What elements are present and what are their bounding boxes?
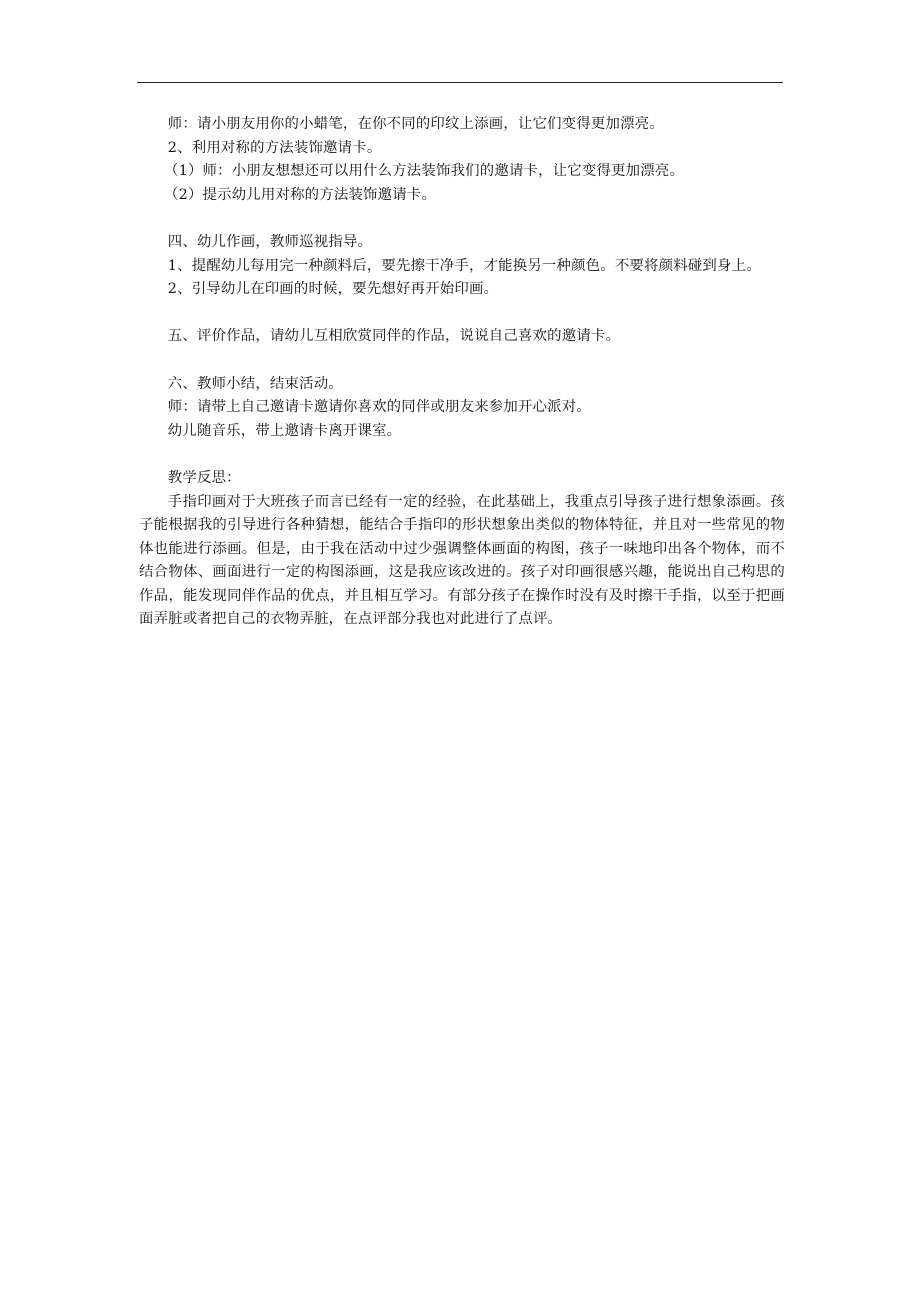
reflection-heading: 教学反思：	[167, 469, 241, 486]
paragraph-teacher-crayon: 师：请小朋友用你的小蜡笔，在你不同的印纹上添画，让它们变得更加漂亮。	[167, 116, 664, 132]
section-5-heading: 五、评价作品，请幼儿互相欣赏同伴的作品，说说自己喜欢的邀请卡。	[167, 328, 621, 345]
spacer	[139, 302, 785, 326]
spacer	[139, 443, 785, 467]
section-6-line-2: 幼儿随音乐，带上邀请卡离开课室。	[167, 422, 402, 439]
document-body	[139, 113, 785, 632]
section-6-heading: 六、教师小结，结束活动。	[167, 375, 343, 392]
section-4-item-1: 1、提醒幼儿每用完一种颜料后，要先擦干净手，才能换另一种颜色。不要将颜料碰到身上。	[167, 257, 761, 274]
reflection-body: 手指印画对于大班孩子而言已经有一定的经验，在此基础上，我重点引导孩子进行想象添画。孩子能根据我的引导进行各种猜想，能结合手指印的形状想象出类似的物体特征，并且对一些常见的物体也能进行添画。但是，由于我在活动中过少强调整体画面的构图，孩子一味地印出各个物体，而不结合物体、画面进行一定的构图添画，这是我应该改进的。孩子对印画很感兴趣，能说出自己构思的作品，能发现同伴作品的优点，并且相互学习。有部分孩子在操作时没有及时擦干手指，以至于把画面弄脏或者把自己的衣物弄脏，在点评部分我也对此进行了点评。	[139, 493, 785, 628]
spacer	[139, 207, 785, 231]
section-4-item-2: 2、引导幼儿在印画的时候，要先想好再开始印画。	[167, 281, 499, 298]
step-2-sub-1: （1）师：小朋友想想还可以用什么方法装饰我们的邀请卡，让它变得更加漂亮。	[164, 163, 685, 180]
step-2-symmetry: 2、利用对称的方法装饰邀请卡。	[167, 139, 382, 156]
section-4-heading: 四、幼儿作画，教师巡视指导。	[167, 233, 373, 250]
spacer	[139, 349, 785, 373]
step-2-sub-2: （2）提示幼儿用对称的方法装饰邀请卡。	[164, 186, 436, 203]
header-rule	[137, 82, 783, 83]
section-6-line-1: 师：请带上自己邀请卡邀请你喜欢的同伴或朋友来参加开心派对。	[167, 399, 591, 416]
